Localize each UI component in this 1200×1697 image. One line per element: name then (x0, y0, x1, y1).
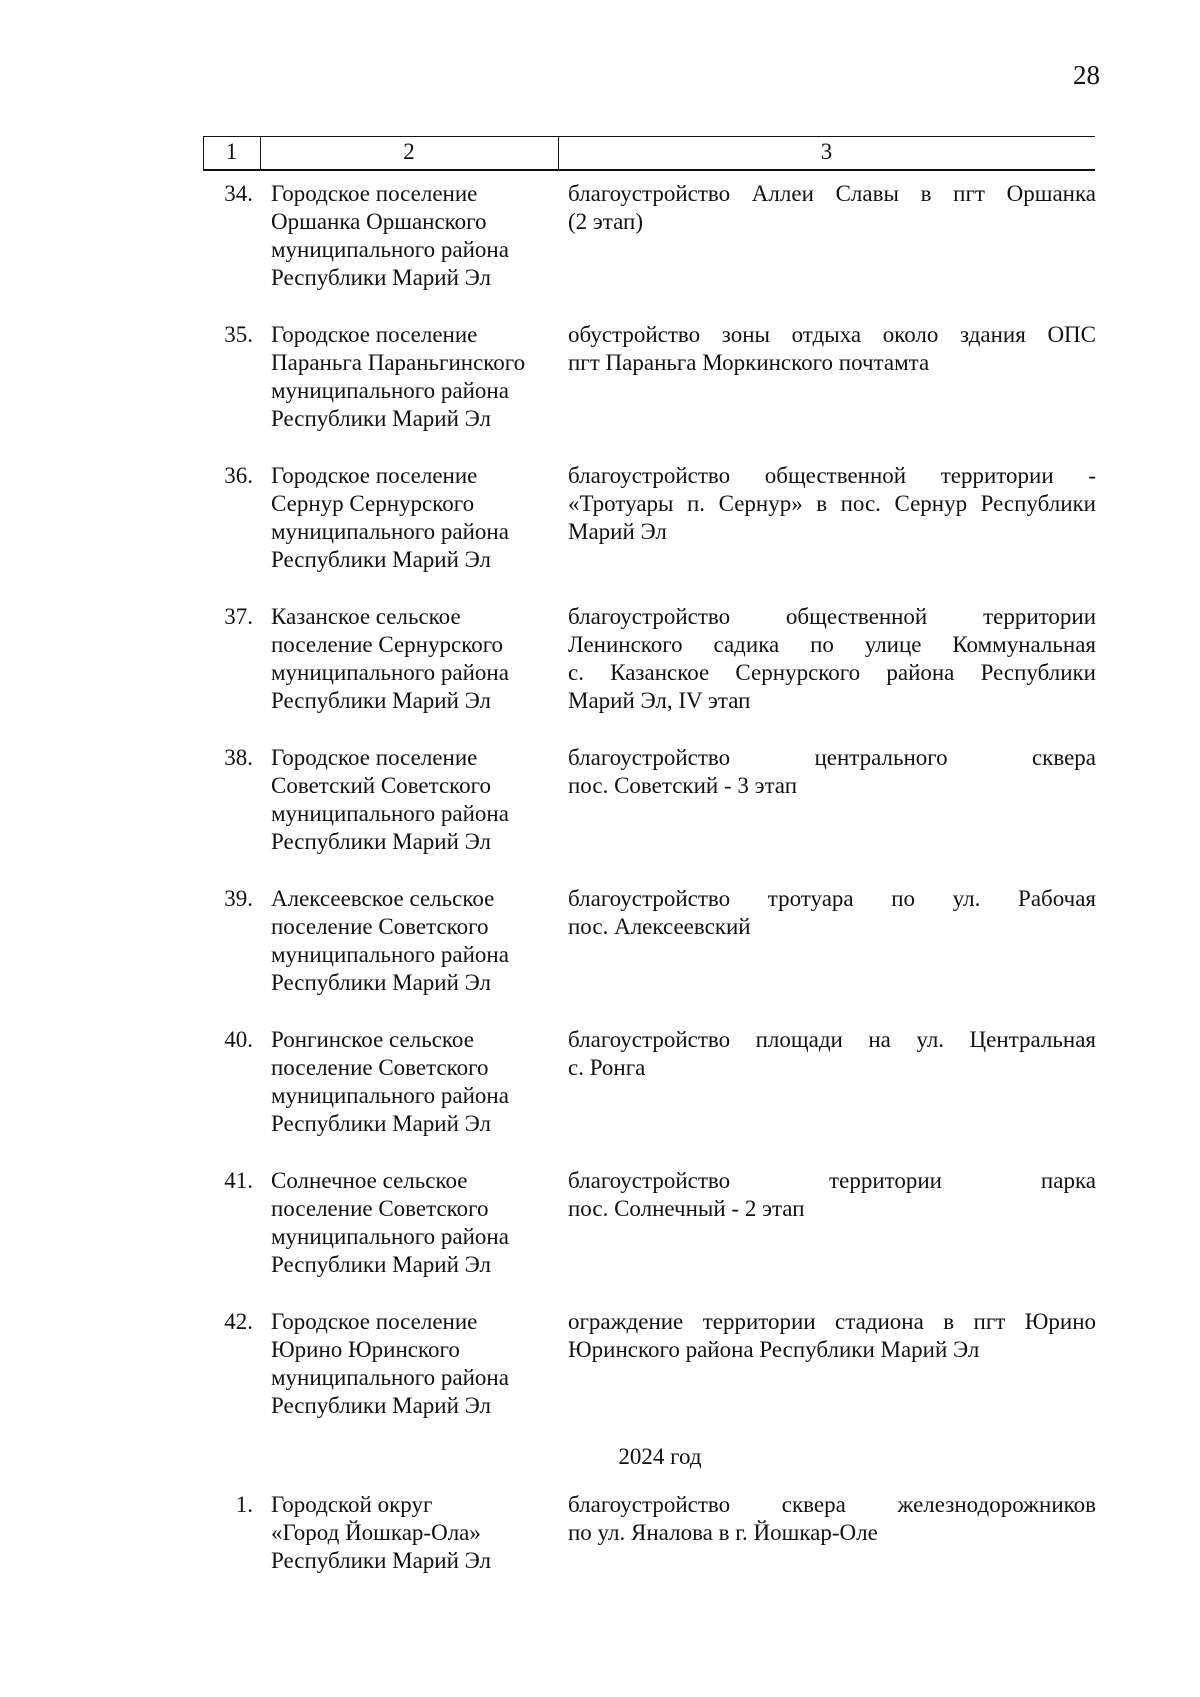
project-description-line: благоустройство территории парка (568, 1168, 1096, 1193)
project-description (568, 321, 1096, 377)
municipality-name-line: Солнечное сельское (271, 1168, 468, 1193)
project-description (568, 885, 1096, 941)
municipality-name (271, 1167, 553, 1279)
row-number: 37. (224, 604, 253, 629)
municipality-name (271, 603, 553, 715)
table-row (203, 462, 1095, 603)
municipality-name-line: муниципального района (271, 378, 509, 403)
municipality-name-line: Алексеевское сельское (271, 886, 495, 911)
project-description-line: с. Ронга (568, 1055, 646, 1080)
project-description (568, 603, 1096, 715)
project-description-line: Ленинского садика по улице Коммунальная (568, 632, 1096, 657)
row-number: 1. (235, 1492, 253, 1517)
table-row (203, 1308, 1095, 1449)
table-body (203, 180, 1095, 1449)
municipality-name (271, 462, 553, 574)
project-description (568, 744, 1096, 800)
municipality-name-line: Республики Марий Эл (271, 970, 492, 995)
municipality-name (271, 885, 553, 997)
table-row (203, 321, 1095, 462)
project-description-line: пос. Советский - 3 этап (568, 773, 798, 798)
municipality-name-line: Ронгинское сельское (271, 1027, 474, 1052)
project-description (568, 1491, 1096, 1547)
table-row (203, 1167, 1095, 1308)
municipality-name-line: Республики Марий Эл (271, 1111, 492, 1136)
table-row (203, 1491, 1095, 1632)
table-row (203, 1026, 1095, 1167)
page-number: 28 (1073, 60, 1100, 90)
column-header-1: 1 (225, 139, 238, 164)
project-description-line: благоустройство сквера железнодорожников (568, 1492, 1096, 1517)
column-header-row (203, 136, 1095, 171)
municipality-name-line: поселение Сернурского (271, 632, 504, 657)
project-description-line: пгт Параньга Моркинского почтамта (568, 350, 930, 375)
row-number: 36. (224, 463, 253, 488)
project-description (568, 1308, 1096, 1364)
table-row (203, 744, 1095, 885)
project-description-line: пос. Солнечный - 2 этап (568, 1196, 805, 1221)
municipality-name-line: поселение Советского (271, 1196, 489, 1221)
project-description-line: ограждение территории стадиона в пгт Юрино (568, 1309, 1096, 1334)
project-description-line: Юринского района Республики Марий Эл (568, 1337, 980, 1362)
column-header-2: 2 (403, 139, 415, 164)
municipality-name-line: муниципального района (271, 1365, 509, 1390)
project-description-line: Марий Эл (568, 519, 667, 544)
municipality-name-line: Казанское сельское (271, 604, 461, 629)
municipality-name-line: Республики Марий Эл (271, 1548, 492, 1573)
municipality-name-line: поселение Советского (271, 914, 489, 939)
row-number: 42. (224, 1309, 253, 1334)
project-description-line: благоустройство площади на ул. Центральная (568, 1027, 1096, 1052)
project-description-line: «Тротуары п. Сернур» в пос. Сернур Республики (568, 491, 1096, 516)
project-description (568, 1167, 1096, 1223)
municipality-name-line: Республики Марий Эл (271, 688, 492, 713)
row-number: 35. (224, 322, 253, 347)
table-row (203, 180, 1095, 321)
table-body-2024 (203, 1491, 1095, 1632)
project-description-line: с. Казанское Сернурского района Республики (568, 660, 1096, 685)
municipality-name-line: Юрино Юринского (271, 1337, 460, 1362)
project-description-line: Марий Эл, IV этап (568, 688, 751, 713)
project-description-line: благоустройство общественной территории (568, 604, 1096, 629)
municipality-name-line: Сернур Сернурского (271, 491, 475, 516)
municipality-name-line: Городское поселение (271, 745, 478, 770)
row-number: 40. (224, 1027, 253, 1052)
municipality-name (271, 321, 553, 433)
project-description-line: благоустройство центрального сквера (568, 745, 1096, 770)
municipality-name-line: муниципального района (271, 660, 509, 685)
municipality-name-line: Республики Марий Эл (271, 1393, 492, 1418)
municipality-name-line: муниципального района (271, 1083, 509, 1108)
municipality-name-line: Городской округ (271, 1492, 433, 1517)
project-description (568, 180, 1096, 236)
municipality-name-line: муниципального района (271, 237, 509, 262)
project-description-line: благоустройство тротуара по ул. Рабочая (568, 886, 1096, 911)
municipality-name-line: Оршанка Оршанского (271, 209, 487, 234)
municipality-name-line: муниципального района (271, 1224, 509, 1249)
municipality-name-line: Городское поселение (271, 1309, 478, 1334)
municipality-name (271, 180, 553, 292)
row-number: 34. (224, 181, 253, 206)
project-description-line: обустройство зоны отдыха около здания ОПС (568, 322, 1096, 347)
table-row (203, 885, 1095, 1026)
municipality-name (271, 1491, 553, 1575)
row-number: 38. (224, 745, 253, 770)
row-number: 39. (224, 886, 253, 911)
project-description (568, 1026, 1096, 1082)
municipality-name-line: Республики Марий Эл (271, 265, 492, 290)
municipality-name-line: Республики Марий Эл (271, 547, 492, 572)
municipality-name-line: муниципального района (271, 942, 509, 967)
project-description-line: благоустройство общественной территории - (568, 463, 1096, 488)
municipality-name (271, 1308, 553, 1420)
municipality-name-line: Параньга Параньгинского (271, 350, 526, 375)
project-description-line: благоустройство Аллеи Славы в пгт Оршанка (568, 181, 1096, 206)
municipality-name-line: Городское поселение (271, 322, 478, 347)
row-number: 41. (224, 1168, 253, 1193)
municipality-name-line: Советский Советского (271, 773, 492, 798)
municipality-name (271, 744, 553, 856)
municipality-name-line: Республики Марий Эл (271, 829, 492, 854)
table-row (203, 603, 1095, 744)
project-description (568, 462, 1096, 546)
municipality-name-line: муниципального района (271, 801, 509, 826)
municipality-name-line: муниципального района (271, 519, 509, 544)
municipality-name-line: Республики Марий Эл (271, 406, 492, 431)
year-heading: 2024 год (618, 1444, 702, 1469)
project-description-line: по ул. Яналова в г. Йошкар-Оле (568, 1520, 878, 1545)
project-description-line: пос. Алексеевский (568, 914, 751, 939)
column-header-3: 3 (820, 139, 833, 164)
municipality-name (271, 1026, 553, 1138)
municipality-name-line: Городское поселение (271, 463, 478, 488)
municipality-name-line: поселение Советского (271, 1055, 489, 1080)
municipality-name-line: «Город Йошкар-Ола» (271, 1520, 481, 1545)
municipality-name-line: Республики Марий Эл (271, 1252, 492, 1277)
municipality-name-line: Городское поселение (271, 181, 478, 206)
project-description-line: (2 этап) (568, 209, 643, 234)
